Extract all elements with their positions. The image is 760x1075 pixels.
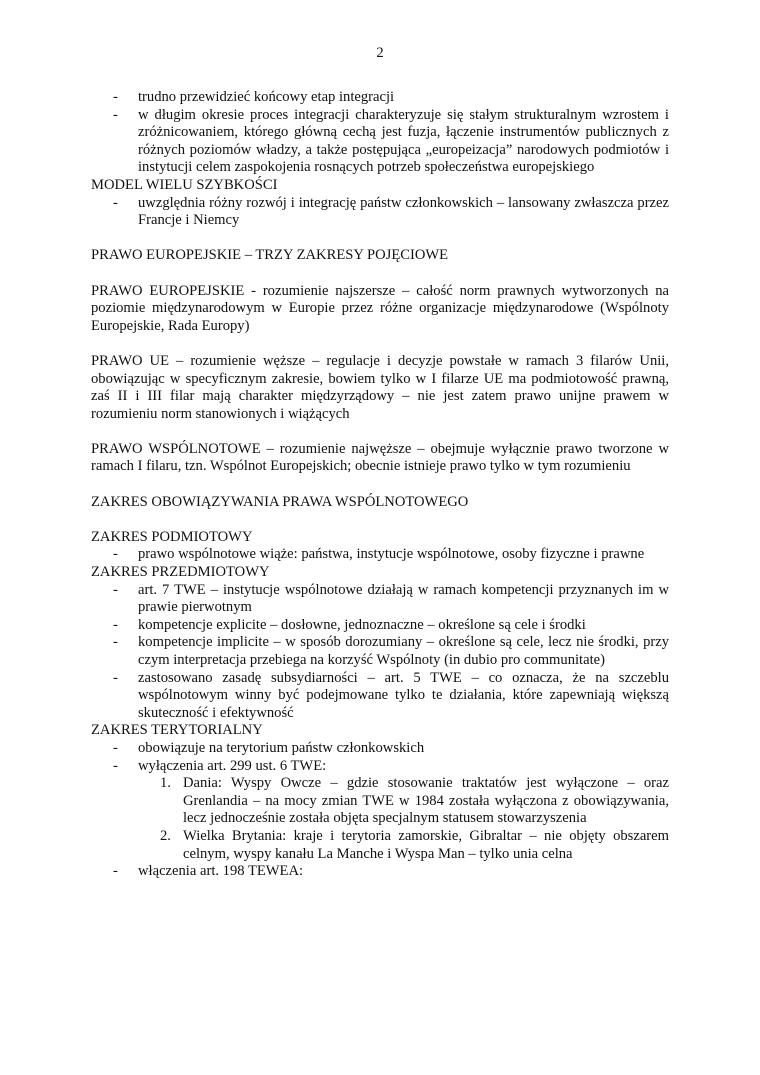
item-number: 2. [160, 827, 171, 844]
list-item: - uwzględnia różny rozwój i integrację państw członkowskich – lansowany zwłaszcza przez Francje i Niemcy [91, 195, 669, 230]
paragraph-prawo-europejskie: PRAWO EUROPEJSKIE - rozumienie najszersze – całość norm prawnych wytworzonych na poziomie międzynarodowym w Europie przez różne organizacje międzynarodowe (Wspólnoty Europejskie, Rada Europy) [91, 282, 669, 334]
numbered-item [91, 775, 669, 828]
document-body [91, 89, 669, 881]
item-number: 1. [160, 775, 171, 792]
section-heading-model: MODEL WIELU SZYBKOŚCI [91, 176, 278, 193]
subheading-terytorialny: ZAKRES TERYTORIALNY [91, 722, 263, 739]
list-item: - włączenia art. 198 TEWEA: [91, 863, 669, 881]
podmiotowy-list [91, 546, 669, 564]
item-text: Dania: Wyspy Owcze – gdzie stosowanie traktatów jest wyłączone – oraz Grenlandia – na mocy zmian TWE w 1984 została wyłączona z obowiązywania, lecz jednocześnie została objęta specjalnym statusem stowarzyszenia [183, 775, 669, 827]
list-item: - kompetencje explicite – dosłowne, jednoznaczne – określone są cele i środki [91, 617, 669, 635]
list-item: - w długim okresie proces integracji charakteryzuje się stałym strukturalnym wzrostem i zróżnicowaniem, którego główną cechą jest fuzja, łączenie instrumentów publicznych z różnych poziomów władzy, a także postępująca „europeizacja” narodowych podmiotów i instytucji celem zaspokojenia rosnących potrzeb społeczeństwa europejskiego [91, 107, 669, 177]
item-text: Wielka Brytania: kraje i terytoria zamorskie, Gibraltar – nie objęty obszarem celnym, wyspy kanału La Manche i Wyspa Man – tylko unia celna [183, 827, 669, 862]
list-item: - art. 7 TWE – instytucje wspólnotowe działają w ramach kompetencji przyznanych im w prawie pierwotnym [91, 582, 669, 617]
page-number: 2 [376, 45, 384, 61]
list-item: - kompetencje implicite – w sposób dorozumiany – określone są cele, lecz nie środki, przy czym interpretacja przebiega na korzyść Wspólnoty (in dubio pro communitate) [91, 634, 669, 669]
list-item: - obowiązuje na terytorium państw członkowskich [91, 740, 669, 758]
model-list [91, 195, 669, 230]
subheading-podmiotowy: ZAKRES PODMIOTOWY [91, 528, 253, 545]
przedmiotowy-list [91, 582, 669, 723]
exclusions-list [91, 775, 669, 863]
paragraph-prawo-wspolnotowe: PRAWO WSPÓLNOTOWE – rozumienie najwęższe – obejmuje wyłącznie prawo tworzone w ramach I filaru, tzn. Wspólnot Europejskich; obecnie istnieje prawo tylko w tym rozumieniu [91, 440, 669, 475]
terytorialny-list [91, 740, 669, 775]
list-item: - trudno przewidzieć końcowy etap integracji [91, 89, 669, 107]
list-item: - prawo wspólnotowe wiąże: państwa, instytucje wspólnotowe, osoby fizyczne i prawne [91, 546, 669, 564]
section-heading-zakres: ZAKRES OBOWIĄZYWANIA PRAWA WSPÓLNOTOWEGO [91, 493, 469, 510]
intro-list [91, 89, 669, 177]
list-item: - zastosowano zasadę subsydiarności – art. 5 TWE – co oznacza, że na szczeblu wspólnotowym winny być podejmowane tylko te działania, które zapewniają większą skuteczność i efektywność [91, 670, 669, 723]
numbered-item [91, 828, 669, 863]
list-item: - wyłączenia art. 299 ust. 6 TWE: [91, 758, 669, 776]
subheading-przedmiotowy: ZAKRES PRZEDMIOTOWY [91, 564, 270, 581]
inclusions-list [91, 863, 669, 881]
paragraph-prawo-ue: PRAWO UE – rozumienie węższe – regulacje i decyzje powstałe w ramach 3 filarów Unii, obowiązując w specyficznym zakresie, bowiem tylko w I filarze UE ma podmiotowość prawną, zaś II i III filar mają charakter międzyrządowy – nie jest zatem prawo unijne prawem w rozumieniu norm stanowionych i wiążących [91, 352, 669, 422]
section-heading-prawo: PRAWO EUROPEJSKIE – TRZY ZAKRESY POJĘCIOWE [91, 247, 449, 264]
